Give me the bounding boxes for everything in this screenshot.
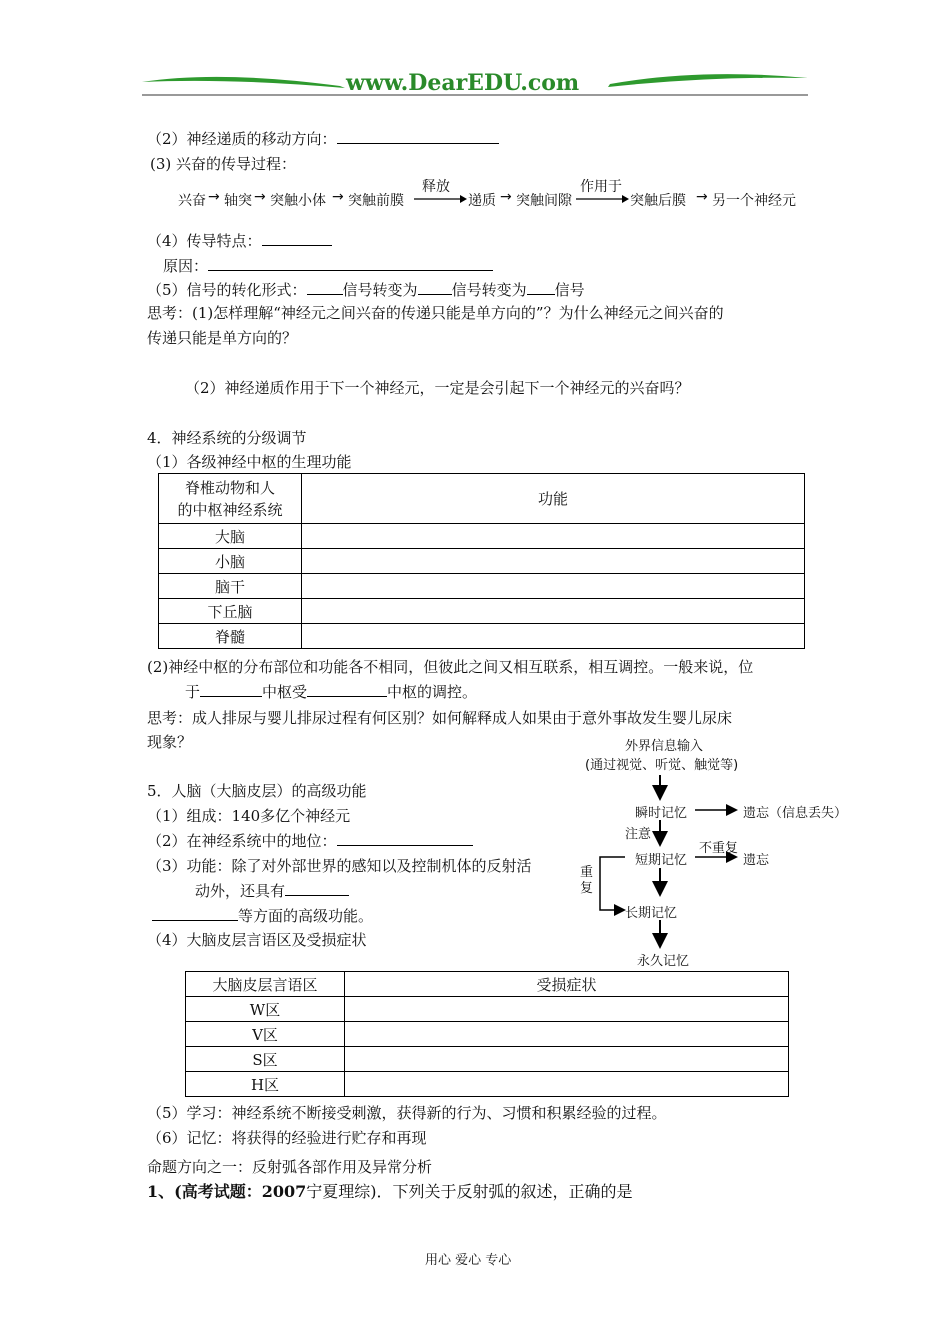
think-1-line-2: 传递只能是单方向的？ xyxy=(147,329,298,347)
long-arrow-icon xyxy=(414,194,468,204)
table-cell-blank[interactable] xyxy=(302,524,805,549)
item3-text-end: 等方面的高级功能。 xyxy=(238,907,374,925)
table-row-label: 下丘脑 xyxy=(159,599,302,624)
memory-input-line2: (通过视觉、听觉、触觉等) xyxy=(585,758,739,773)
section4-sub1: （1）各级神经中枢的生理功能 xyxy=(147,453,352,471)
flow-release-label: 释放 xyxy=(422,179,450,195)
table-cell-blank[interactable] xyxy=(345,1047,789,1072)
table-cell-blank[interactable] xyxy=(302,574,805,599)
memory-attention: 注意 xyxy=(625,827,652,842)
header-line-2: 的中枢神经系统 xyxy=(177,500,283,519)
q2-label: （2）神经递质的移动方向： xyxy=(147,130,337,148)
q4-label: （4）传导特点： xyxy=(147,232,262,250)
memory-no-repeat: 不重复 xyxy=(699,841,739,856)
table-row-label: 脊髓 xyxy=(159,624,302,649)
q5-mid-2: 信号转变为 xyxy=(451,281,527,299)
q1-year: 2007 xyxy=(261,1182,307,1201)
flow-step-4: 突触前膜 xyxy=(348,193,404,209)
table-cell-blank[interactable] xyxy=(302,549,805,574)
table-header-symptom: 受损症状 xyxy=(345,972,789,997)
flow-step-1: 兴奋 xyxy=(178,193,206,209)
memory-diagram xyxy=(575,735,855,970)
memory-forget1: 遗忘（信息丢失） xyxy=(743,806,848,821)
reason-line xyxy=(163,255,493,276)
q5-blank-2[interactable] xyxy=(418,280,452,295)
section4-think-line1: 思考：成人排尿与婴儿排尿过程有何区别？如何解释成人如果由于意外事故发生婴儿尿床 xyxy=(147,709,733,727)
arrow-icon: → xyxy=(332,189,344,205)
item3-blank-1[interactable] xyxy=(285,881,349,896)
table-row-label: S区 xyxy=(186,1047,345,1072)
memory-repeat: 重复 xyxy=(580,865,594,896)
footer-text: 用心 爱心 专心 xyxy=(425,1253,512,1268)
table-row-label: V区 xyxy=(186,1022,345,1047)
think-1-line-1: 思考：(1)怎样理解“神经元之间兴奋的传递只能是单方向的”？为什么神经元之间兴奋的 xyxy=(147,304,724,322)
think-2: （2）神经递质作用于下一个神经元，一定是会引起下一个神经元的兴奋吗？ xyxy=(185,379,690,397)
memory-short: 短期记忆 xyxy=(635,853,688,868)
arrow-icon: → xyxy=(696,189,708,205)
memory-long: 长期记忆 xyxy=(625,906,678,921)
table-header-function: 功能 xyxy=(302,474,805,524)
flow-step-3: 突触小体 xyxy=(270,193,326,209)
sub2-text-a: 于 xyxy=(185,683,201,701)
question-1 xyxy=(147,1179,633,1202)
table-row-label: 小脑 xyxy=(159,549,302,574)
item2-blank[interactable] xyxy=(337,831,473,846)
q1-number: 1、(高考试题： xyxy=(147,1182,262,1201)
section5-item1: （1）组成：140多亿个神经元 xyxy=(147,807,351,825)
q1-text: 宁夏理综)．下列关于反射弧的叙述，正确的是 xyxy=(306,1182,633,1201)
table-row-label: 脑干 xyxy=(159,574,302,599)
section4-sub2-line2 xyxy=(185,681,477,702)
q5-mid-1: 信号转变为 xyxy=(342,281,418,299)
memory-instant: 瞬时记忆 xyxy=(635,806,688,821)
section5-item3-line1: （3）功能：除了对外部世界的感知以及控制机体的反射活 xyxy=(147,857,532,875)
table-header-area: 大脑皮层言语区 xyxy=(186,972,345,997)
sub2-blank-2[interactable] xyxy=(307,682,387,697)
q4-line xyxy=(147,230,332,251)
memory-forget2: 遗忘 xyxy=(743,853,770,868)
table-cell-blank[interactable] xyxy=(345,997,789,1022)
section5-item2-line xyxy=(147,830,473,851)
arrow-icon: → xyxy=(208,189,220,205)
flow-step-5: 递质 xyxy=(468,193,496,209)
section5-item6: （6）记忆：将获得的经验进行贮存和再现 xyxy=(147,1129,427,1147)
language-area-table xyxy=(185,971,789,1097)
q5-suffix: 信号 xyxy=(554,281,585,299)
table-cell-blank[interactable] xyxy=(345,1072,789,1097)
section5-item3-line3 xyxy=(152,905,373,926)
table-cell-blank[interactable] xyxy=(345,1022,789,1047)
section5-item4: （4）大脑皮层言语区及受损症状 xyxy=(147,931,367,949)
arrow-icon: → xyxy=(500,189,512,205)
section5-item3-line2 xyxy=(195,880,349,901)
table-row-label: 大脑 xyxy=(159,524,302,549)
question-direction: 命题方向之一：反射弧各部作用及异常分析 xyxy=(147,1158,433,1176)
central-nervous-table xyxy=(158,473,805,649)
item3-blank-2[interactable] xyxy=(152,906,238,921)
table-header-system xyxy=(159,474,302,524)
memory-input-line1: 外界信息输入 xyxy=(625,739,704,754)
q5-prefix: （5）信号的转化形式： xyxy=(147,281,307,299)
q5-blank-3[interactable] xyxy=(527,280,555,295)
q2-line xyxy=(147,128,499,149)
table-cell-blank[interactable] xyxy=(302,599,805,624)
reason-label: 原因： xyxy=(163,257,209,275)
section5-item5: （5）学习：神经系统不断接受刺激，获得新的行为、习惯和积累经验的过程。 xyxy=(147,1104,667,1122)
flow-step-8: 另一个神经元 xyxy=(712,193,796,209)
sub2-text-b: 中枢受 xyxy=(262,683,308,701)
arrow-icon: → xyxy=(254,189,266,205)
section5-title: 5．人脑（大脑皮层）的高级功能 xyxy=(147,782,367,800)
q4-blank[interactable] xyxy=(262,231,332,246)
item3-text: 动外，还具有 xyxy=(195,882,286,900)
memory-permanent: 永久记忆 xyxy=(637,954,690,969)
q2-blank[interactable] xyxy=(337,129,499,144)
sub2-text-c: 中枢的调控。 xyxy=(387,683,478,701)
reason-blank[interactable] xyxy=(208,256,493,271)
header-logo-text: www.DearEDU.com xyxy=(346,70,580,96)
transmission-flow xyxy=(178,176,818,216)
flow-step-7: 突触后膜 xyxy=(630,193,686,209)
long-arrow-icon xyxy=(576,194,630,204)
flow-step-6: 突触间隙 xyxy=(516,193,572,209)
section4-think-line2: 现象？ xyxy=(147,733,193,751)
q5-blank-1[interactable] xyxy=(307,280,343,295)
flow-acts-on-label: 作用于 xyxy=(580,179,622,195)
q5-line xyxy=(147,279,585,300)
table-cell-blank[interactable] xyxy=(302,624,805,649)
table-row-label: W区 xyxy=(186,997,345,1022)
section4-title: 4．神经系统的分级调节 xyxy=(147,429,307,447)
section4-sub2-line1: (2)神经中枢的分布部位和功能各不相同，但彼此之间又相互联系，相互调控。一般来说，位 xyxy=(147,658,754,676)
header-line-1: 脊椎动物和人 xyxy=(184,478,275,497)
table-row-label: H区 xyxy=(186,1072,345,1097)
q3-label: (3) 兴奋的传导过程： xyxy=(150,155,297,173)
flow-step-2: 轴突 xyxy=(224,193,252,209)
section5-item2: （2）在神经系统中的地位： xyxy=(147,832,337,850)
sub2-blank-1[interactable] xyxy=(200,682,262,697)
